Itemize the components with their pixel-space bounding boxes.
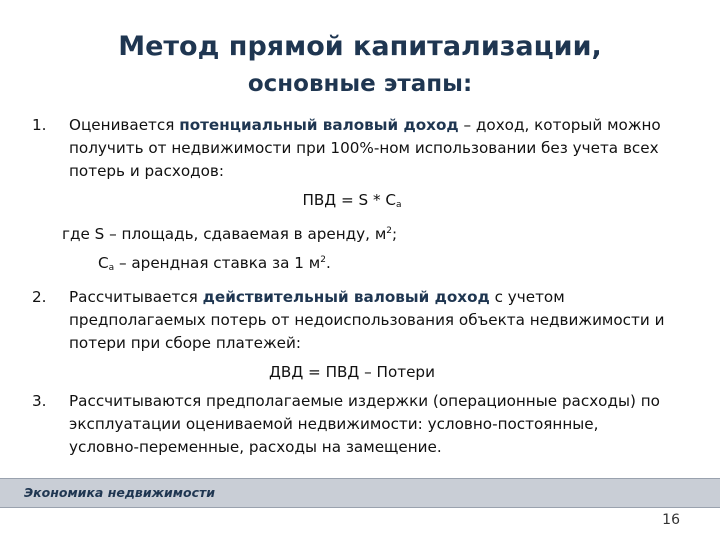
definition-rate-text: – арендная ставка за 1 м: [114, 254, 321, 272]
formula-main: ПВД = S * C: [302, 191, 397, 209]
item-number: 1.: [32, 116, 47, 134]
item-text-suffix: – доход, который можно получить от недвижимости при 100%-ном использовании без учета всех потерь и расходов:: [69, 116, 661, 180]
list-item-1: [32, 114, 672, 183]
slide-title: [0, 30, 720, 99]
definition-rate-sup: 2: [320, 255, 326, 265]
item-number: 2.: [32, 288, 47, 306]
definition-rate-symbol: C: [98, 254, 109, 272]
item-text-prefix: Рассчитывается: [69, 288, 203, 306]
definition-rate-end: .: [325, 254, 331, 272]
item-highlight: действительный валовый доход: [202, 288, 490, 306]
item-text: Рассчитываются предполагаемые издержки (операционные расходы) по эксплуатации оцениваемой недвижимости: условно-постоянные, условно-переменные, расходы на замещение.: [69, 392, 660, 456]
definition-rate-sub: а: [108, 263, 115, 273]
formula-dvd: ДВД = ПВД – Потери: [269, 363, 435, 381]
definition-rate: [98, 252, 672, 280]
list-item-3: [32, 390, 672, 459]
definition-area-text: где S – площадь, сдаваемая в аренду, м: [62, 225, 387, 243]
footer-text: Экономика недвижимости: [24, 485, 216, 500]
definition-area-end: ;: [392, 225, 398, 243]
list-item-2: [32, 286, 672, 355]
footer-bar: [0, 478, 720, 508]
item-text-suffix: с учетом предполагаемых потерь от недоиспользования объекта недвижимости и потери при сборе платежей:: [69, 288, 665, 352]
definition-area-sup: 2: [386, 226, 393, 236]
item-number: 3.: [32, 392, 47, 410]
item-text-prefix: Оценивается: [69, 116, 180, 134]
definition-area: [62, 223, 672, 246]
page-number: 16: [662, 512, 680, 528]
title-line-2: основные этапы:: [247, 70, 473, 97]
slide-content: [32, 114, 672, 459]
item-highlight: потенциальный валовый доход: [179, 116, 459, 134]
title-line-1: Метод прямой капитализации,: [118, 31, 602, 62]
formula-pvd: [32, 189, 672, 217]
formula-subscript: а: [396, 200, 402, 210]
